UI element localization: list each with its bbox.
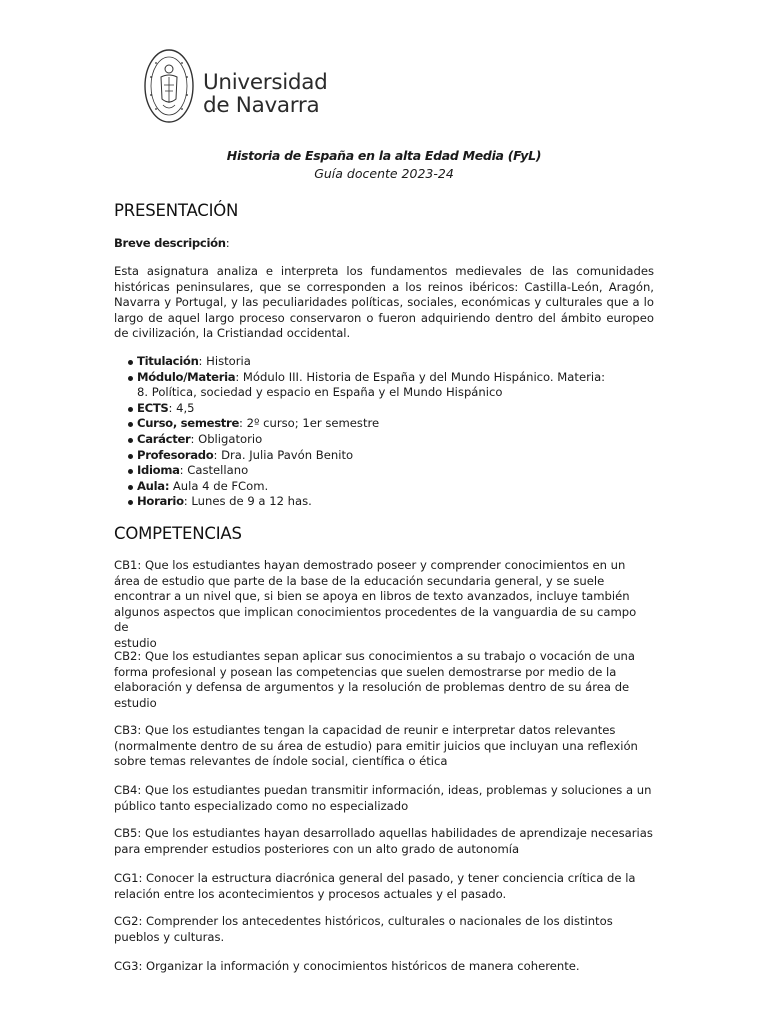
info-label: Profesorado <box>137 447 214 462</box>
competency-line: público tanto especializado como no especializado <box>114 798 409 813</box>
info-item-titulacion <box>114 354 654 370</box>
description-paragraph: Esta asignatura analiza e interpreta los fundamentos medievales de las comunidades históricas peninsulares, que se corresponden a los reinos ibéricos: Castilla-León, Aragón, Navarra y Portugal, y las peculiaridades políticas, sociales, económicas y culturales que a lo largo de aquel largo proceso conservaron o fueron adquiriendo dentro del ámbito europeo de civilización, la Cristiandad occidental. <box>114 264 654 341</box>
course-title: Historia de España en la alta Edad Media (FyL) <box>226 148 542 163</box>
info-item-aula <box>114 479 654 495</box>
university-logo <box>143 47 343 127</box>
info-sep: : <box>239 416 247 431</box>
info-sep: : <box>190 431 199 446</box>
info-item-ects <box>114 401 654 417</box>
info-item-horario <box>114 494 654 510</box>
competency-line: (normalmente dentro de su área de estudio) para emitir juicios que incluyan una reflexión <box>114 738 638 753</box>
competency-line: área de estudio que parte de la base de la educación secundaria general, y se suele <box>114 573 605 588</box>
competency-cg2 <box>114 914 654 945</box>
guide-year: Guía docente 2023-24 <box>314 166 454 181</box>
info-value: Dra. Julia Pavón Benito <box>221 447 354 462</box>
competency-line: relación entre los acontecimientos y procesos actuales y el pasado. <box>114 886 507 901</box>
presentation-heading: PRESENTACIÓN <box>114 201 239 220</box>
info-label: Idioma <box>137 463 180 478</box>
competency-line: encontrar a un nivel que, si bien se apoya en libros de texto avanzados, incluye también <box>114 589 630 604</box>
competency-line: sobre temas relevantes de índole social, científica o ética <box>114 754 448 769</box>
logo-line-2: de Navarra <box>203 93 320 118</box>
info-list <box>114 354 654 510</box>
info-label: Carácter <box>137 431 191 446</box>
competency-line: CB1: Que los estudiantes hayan demostrado poseer y comprender conocimientos en un <box>114 558 626 572</box>
competency-cb4 <box>114 783 654 814</box>
info-value: 4,5 <box>176 400 195 415</box>
competency-line: CB4: Que los estudiantes puedan transmitir información, ideas, problemas y soluciones a un <box>114 783 652 797</box>
info-value: Aula 4 de FCom. <box>172 478 269 493</box>
info-label: Curso, semestre <box>137 416 240 431</box>
info-item-modulo <box>114 370 654 401</box>
info-value: Castellano <box>187 463 249 478</box>
competency-line: CG1: Conocer la estructura diacrónica general del pasado, y tener conciencia crítica de la <box>114 871 636 885</box>
info-sep: : <box>183 494 192 509</box>
info-value: Módulo III. Historia de España y del Mundo Hispánico. Materia: <box>242 369 606 384</box>
info-item-profesorado <box>114 448 654 464</box>
info-item-caracter <box>114 432 654 448</box>
info-sep: : <box>179 463 188 478</box>
info-label: ECTS <box>137 400 169 415</box>
competency-line: forma profesional y posean las competencias que suelen demostrarse por medio de la <box>114 664 617 679</box>
info-label: Módulo/Materia <box>137 369 236 384</box>
competency-cg3 <box>114 959 654 975</box>
info-value: Lunes de 9 a 12 has. <box>191 494 312 509</box>
competency-cb3 <box>114 723 654 770</box>
competency-cb2 <box>114 649 654 711</box>
competency-line: pueblos y culturas. <box>114 929 225 944</box>
competency-line: CG2: Comprender los antecedentes históricos, culturales o nacionales de los distintos <box>114 914 613 928</box>
logo-line-1: Universidad <box>203 70 328 95</box>
info-label: Aula: <box>137 478 170 493</box>
competency-line: CB5: Que los estudiantes hayan desarrollado aquellas habilidades de aprendizaje necesarias <box>114 826 653 840</box>
competency-line: estudio <box>114 695 157 710</box>
info-item-curso <box>114 416 654 432</box>
competency-line: elaboración y defensa de argumentos y la resolución de problemas dentro de su área de <box>114 680 630 695</box>
competency-line: estudio <box>114 635 157 650</box>
description-colon: : <box>225 236 230 250</box>
info-value: Obligatorio <box>198 431 263 446</box>
competency-cg1 <box>114 871 654 902</box>
info-value: Historia <box>206 354 251 368</box>
info-item-idioma <box>114 463 654 479</box>
info-label: Horario <box>137 494 184 509</box>
university-seal-icon <box>143 47 195 125</box>
competency-line: CG3: Organizar la información y conocimientos históricos de manera coherente. <box>114 959 580 973</box>
competencies-heading: COMPETENCIAS <box>114 524 242 543</box>
info-sep: : <box>213 447 222 462</box>
competency-cb1 <box>114 558 654 652</box>
description-label-line <box>114 236 654 252</box>
description-label: Breve descripción <box>114 236 226 250</box>
competency-cb5 <box>114 826 654 857</box>
competency-line: algunos aspectos que implican conocimientos procedentes de la vanguardia de su campo de <box>114 604 637 635</box>
info-value: 2º curso; 1er semestre <box>246 416 380 431</box>
info-label: Titulación <box>137 354 199 368</box>
competency-line: CB2: Que los estudiantes sepan aplicar sus conocimientos a su trabajo o vocación de una <box>114 649 635 663</box>
info-sep: : <box>235 369 243 384</box>
logo-wordmark <box>203 71 327 117</box>
info-sep: : <box>198 354 207 368</box>
competency-line: CB3: Que los estudiantes tengan la capacidad de reunir e interpretar datos relevantes <box>114 723 616 737</box>
info-sep: : <box>168 400 177 415</box>
competency-line: para emprender estudios posteriores con un alto grado de autonomía <box>114 841 520 856</box>
info-value-continued: 8. Política, sociedad y espacio en España y el Mundo Hispánico <box>137 385 503 400</box>
